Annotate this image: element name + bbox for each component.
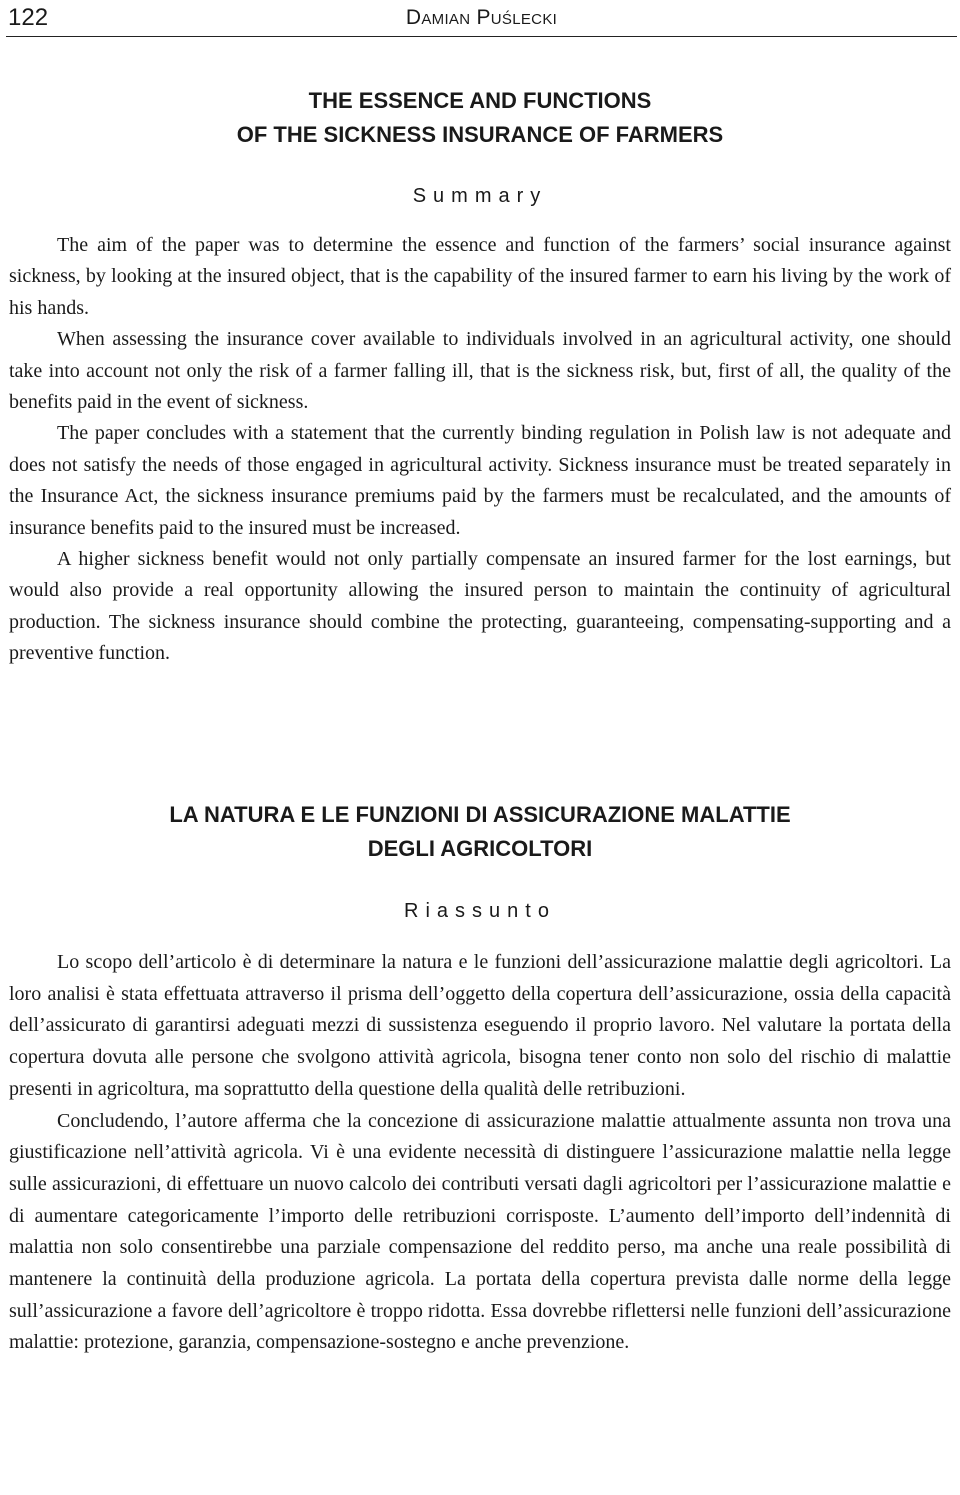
english-paragraph-1: The aim of the paper was to determine the essence and function of the farmers’ social insurance against sickness, by looking at the insured object, that is the capability of the insured farmer to earn his living by the work of his hands. (9, 234, 951, 319)
english-title-line-2: OF THE SICKNESS INSURANCE OF FARMERS (236, 122, 724, 147)
english-body (9, 230, 951, 670)
english-paragraph-2: When assessing the insurance cover available to individuals involved in an agricultural activity, one should take into account not only the risk of a farmer falling ill, that is the sickness risk, but, first of all, the quality of the benefits paid in the event of sickness. (9, 328, 951, 414)
italian-title-line-2: DEGLI AGRICOLTORI (367, 836, 593, 861)
italian-summary-section (9, 798, 951, 1359)
italian-title-line-1: LA NATURA E LE FUNZIONI DI ASSICURAZIONE MALATTIE (169, 802, 791, 827)
english-summary-section (9, 84, 951, 670)
english-title-line-1: THE ESSENCE AND FUNCTIONS (308, 88, 652, 113)
english-paragraph-3: The paper concludes with a statement that the currently binding regulation in Polish law is not adequate and does not satisfy the needs of those engaged in agricultural activity. Sickness insurance must be treated separately in the Insurance Act, the sickness insurance premiums paid by the farmers must be recalculated, and the amounts of insurance benefits paid to the insured must be increased. (9, 422, 951, 539)
running-head-author: Damian Puślecki (405, 6, 558, 29)
italian-paragraph-2: Concludendo, l’autore afferma che la concezione di assicurazione malattie attualmente assunta non trova una giustificazione nell’attività agricola. Vi è una evidente necessità di distinguere l’assicurazione malattie nella legge sulle assicurazioni, di effettuare un nuovo calcolo dei contributi versati dagli agricoltori per l’assicurazione malattie e di aumentare categoricamente l’importo delle retribuzioni corrisposte. L’aumento dell’importo dell’indennità di malattia non solo consentirebbe una parziale compensazione del reddito perso, ma anche una reale possibilità di mantenere la continuità della produzione agricola. La portata della copertura prevista dalle norme della legge sull’assicurazione a favore dell’agricoltore è troppo ridotta. Essa dovrebbe riflettersi nelle funzioni dell’assicurazione malattie: protezione, garanzia, compensazione-sostegno e anche prevenzione. (9, 1109, 951, 1354)
running-header (6, 0, 957, 37)
italian-paragraph-1: Lo scopo dell’articolo è di determinare la natura e le funzioni dell’assicurazione malattie degli agricoltori. La loro analisi è stata effettuata attraverso il prisma dell’oggetto della copertura dell’assicurazione, ossia della capacità dell’assicurato di garantirsi adeguati mezzi di sussistenza eseguendo il proprio lavoro. Nel valutare la portata della copertura dovuta alle persone che svolgono attività agricola, bisogna tener conto non solo del rischio di malattie presenti in agricoltura, ma soprattutto della questione della qualità delle retribuzioni. (9, 951, 951, 1100)
italian-title (9, 798, 951, 866)
page-number: 122 (8, 4, 49, 31)
italian-body (9, 947, 951, 1359)
summary-heading: Summary (412, 185, 548, 207)
english-paragraph-4: A higher sickness benefit would not only partially compensate an insured farmer for the lost earnings, but would also provide a real opportunity allowing the insured person to maintain the continuity of agricultural production. The sickness insurance should combine the protecting, guaranteeing, compensating-supporting and a preventive function. (9, 548, 951, 665)
riassunto-heading: Riassunto (404, 900, 556, 922)
english-title (9, 84, 951, 152)
